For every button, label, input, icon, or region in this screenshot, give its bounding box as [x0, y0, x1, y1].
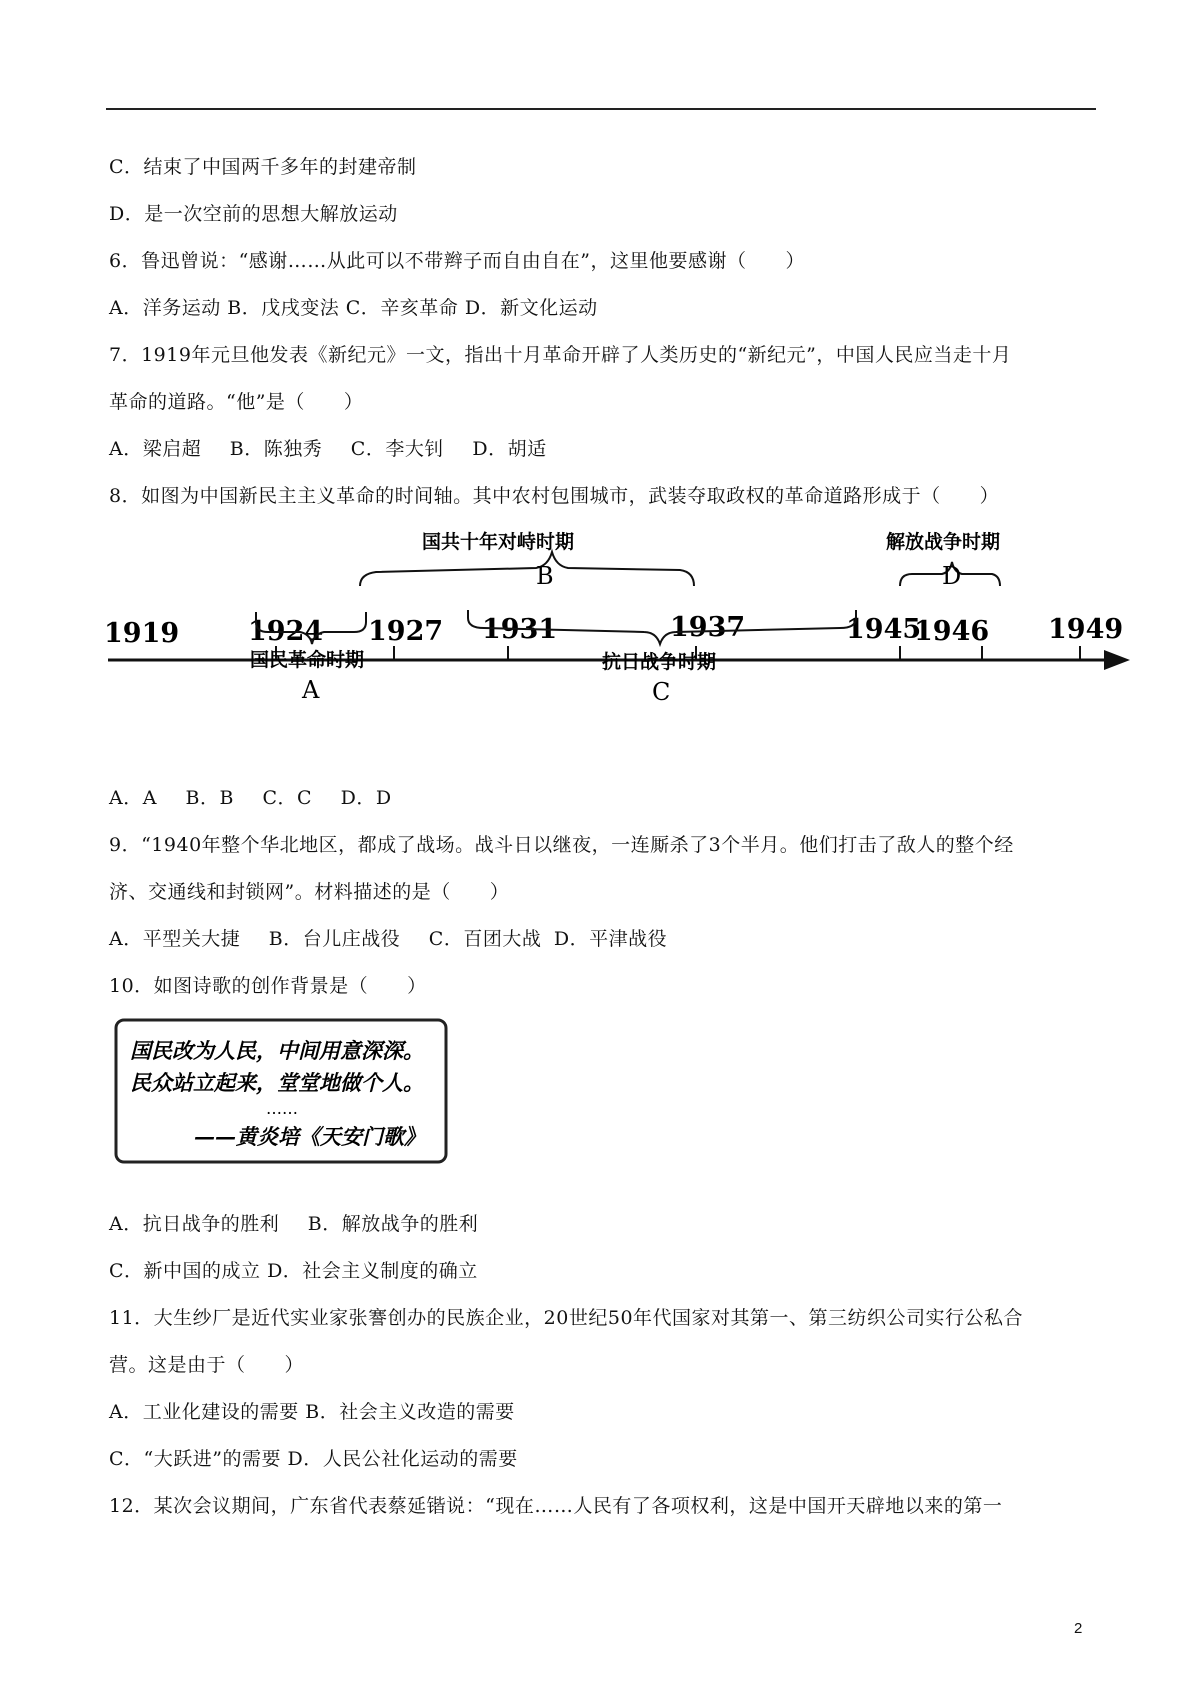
- timeline-arrowhead: [1104, 650, 1130, 670]
- q5-option-d: D．是一次空前的思想大解放运动: [109, 203, 398, 225]
- timeline-figure: [104, 522, 1134, 762]
- q6-options: A．洋务运动 B．戊戌变法 C．辛亥革命 D．新文化运动: [109, 297, 598, 319]
- q11-stem-line1: 11．大生纱厂是近代实业家张謇创办的民族企业，20世纪50年代国家对其第一、第三纺织公司实行公私合: [109, 1307, 1024, 1329]
- year-1946: 1946: [914, 616, 990, 647]
- period-d-label: 解放战争时期: [886, 531, 1001, 553]
- year-1949: 1949: [1048, 614, 1124, 645]
- header-rule: [106, 108, 1096, 110]
- poem-attribution: ——黄炎培《天安门歌》: [194, 1124, 425, 1149]
- q8-option-d: D．D: [340, 787, 392, 809]
- q7-option-a: A．梁启超: [109, 438, 202, 460]
- page-number: 2: [1074, 1620, 1083, 1637]
- period-a-letter: A: [302, 676, 320, 704]
- period-b-letter: B: [536, 562, 554, 590]
- q8-option-a: A．A: [109, 787, 157, 809]
- q9-option-b: B．台儿庄战役: [268, 928, 401, 950]
- year-1927: 1927: [368, 616, 444, 647]
- poem-figure: [108, 1012, 456, 1174]
- poem-line-1: 国民改为人民，中间用意深深。: [130, 1038, 424, 1063]
- poem-line-2: 民众站立起来，堂堂地做个人。: [130, 1070, 424, 1095]
- q11-options-row2: C．“大跃进”的需要 D．人民公社化运动的需要: [109, 1448, 518, 1470]
- q8-option-c: C．C: [262, 787, 313, 809]
- q10-options-row2: C．新中国的成立 D．社会主义制度的确立: [109, 1260, 478, 1282]
- period-b-label: 国共十年对峙时期: [422, 531, 575, 553]
- q11-options-row1: A．工业化建设的需要 B．社会主义改造的需要: [109, 1401, 515, 1423]
- year-1937: 1937: [670, 612, 746, 643]
- q10-option-b: B．解放战争的胜利: [307, 1213, 479, 1235]
- q10-stem: 10．如图诗歌的创作背景是（ ）: [109, 975, 427, 997]
- q9-option-d: D．平津战役: [553, 928, 668, 950]
- q8-stem: 8．如图为中国新民主主义革命的时间轴。其中农村包围城市，武装夺取政权的革命道路形成于（ ）: [109, 485, 1000, 507]
- q9-option-a: A．平型关大捷: [109, 928, 241, 950]
- q7-options: [109, 436, 547, 462]
- q9-stem-line1: 9．“1940年整个华北地区，都成了战场。战斗日以继夜，一连厮杀了3个半月。他们打击了敌人的整个经: [109, 834, 1014, 856]
- period-d-letter: D: [942, 562, 962, 590]
- q7-stem-line1: 7．1919年元旦他发表《新纪元》一文，指出十月革命开辟了人类历史的“新纪元”，中国人民应当走十月: [109, 344, 1012, 366]
- year-1919: 1919: [104, 618, 180, 649]
- period-a-label: 国民革命时期: [250, 649, 365, 671]
- bracket-b: [360, 552, 694, 586]
- poem-ellipsis: ……: [266, 1099, 298, 1118]
- q12-stem-line1: 12．某次会议期间，广东省代表蔡延锴说：“现在……人民有了各项权利，这是中国开天辟地以来的第一: [109, 1495, 1003, 1517]
- q9-options: [109, 926, 667, 952]
- q7-option-b: B．陈独秀: [229, 438, 323, 460]
- period-c-letter: C: [652, 678, 671, 706]
- q8-options: [109, 785, 392, 811]
- q9-stem-line2: 济、交通线和封锁网”。材料描述的是（ ）: [109, 881, 510, 903]
- q7-stem-line2: 革命的道路。“他”是（ ）: [109, 391, 364, 413]
- q6-stem: 6．鲁迅曾说：“感谢……从此可以不带辫子而自由自在”，这里他要感谢（ ）: [109, 250, 806, 272]
- q9-option-c: C．百团大战: [428, 928, 542, 950]
- period-c-label: 抗日战争时期: [602, 651, 717, 673]
- q8-option-b: B．B: [185, 787, 234, 809]
- year-1931: 1931: [482, 614, 558, 645]
- year-1924: 1924: [248, 616, 324, 647]
- q11-stem-line2: 营。这是由于（ ）: [109, 1354, 305, 1376]
- q5-option-c: C．结束了中国两千多年的封建帝制: [109, 156, 417, 178]
- q7-option-d: D．胡适: [472, 438, 547, 460]
- q10-option-a: A．抗日战争的胜利: [109, 1213, 280, 1235]
- year-1945: 1945: [846, 614, 922, 645]
- q10-options-row1: [109, 1211, 478, 1237]
- q7-option-c: C．李大钊: [350, 438, 444, 460]
